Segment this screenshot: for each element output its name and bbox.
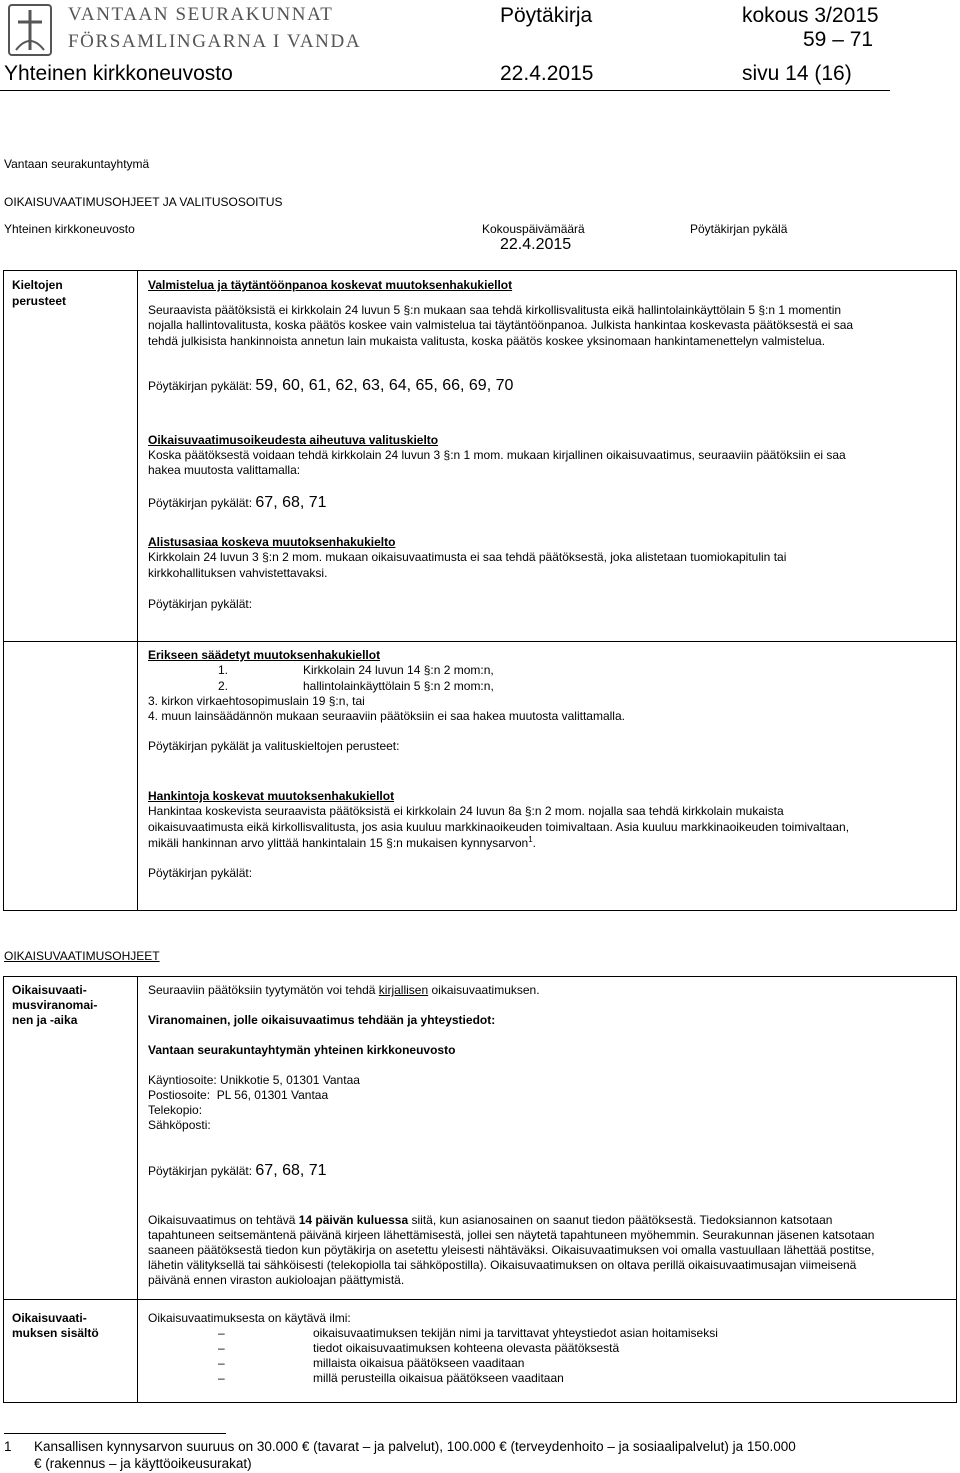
heading-valmistelu: Valmistelua ja täytäntöönpanoa koskevat muutoksenhakukiellot — [148, 278, 513, 292]
label-line: musviranomai- — [12, 998, 98, 1012]
body-line: mikäli hankinnan arvo ylittää hankintalain 15 §:n mukaisen kynnysarvon$^1$. — [148, 835, 537, 850]
list-item: oikaisuvaatimuksen tekijän nimi ja tarvittavat yhteystiedot asian hoitamiseksi — [313, 1326, 718, 1340]
dash-icon: – — [218, 1356, 225, 1370]
ohjeet-title: OIKAISUVAATIMUSOHJEET — [4, 949, 160, 963]
intro-org: Vantaan seurakuntayhtymä — [4, 157, 150, 171]
email-label: Sähköposti: — [148, 1118, 211, 1132]
intro-col-section: Pöytäkirjan pykälä — [690, 222, 788, 236]
pyk-values: 67, 68, 71 — [255, 1162, 327, 1179]
list-item: millaista oikaisua päätökseen vaaditaan — [313, 1356, 525, 1370]
address-post: Postiosoite: PL 56, 01301 Vantaa — [148, 1088, 329, 1102]
list-item-text: Kirkkolain 24 luvun 14 §:n 2 mom:n, — [303, 663, 494, 677]
label-line: Oikaisuvaati- — [12, 1311, 87, 1325]
body-line: saaneen päätöksestä tiedon kun pöytäkirja on asetettu yleisesti nähtäväksi. Oikaisuvaatimuksen voi omalla vastuullaan lähettää postitse, — [148, 1243, 875, 1257]
org-name-sv: FÖRSAMLINGARNA I VANDA — [68, 31, 362, 52]
meeting-date: 22.4.2015 — [500, 62, 594, 85]
intro-col-date: Kokouspäivämäärä — [482, 222, 585, 236]
label-line: Oikaisuvaati- — [12, 983, 87, 997]
org-name-fi: VANTAAN SEURAKUNNAT — [68, 4, 334, 25]
body-line: nojalla hallintovalitusta, koska päätös koskee vain valmistelua tai täytäntöönpanoa. Julkista hankintaa koskevasta päätöksestä ei saa — [148, 318, 854, 332]
header-divider — [0, 90, 890, 91]
list-item: millä perusteilla oikaisua päätökseen vaaditaan — [313, 1371, 564, 1385]
body-line: Kirkkolain 24 luvun 3 §:n 2 mom. mukaan oikaisuvaatimusta ei saa tehdä päätöksestä, joka alistetaan tuomiokapitulin tai — [148, 550, 787, 564]
church-logo-icon — [8, 4, 52, 56]
pyk-label: Pöytäkirjan pykälät: — [148, 597, 253, 611]
list-item: 4. muun lainsäädännön mukaan seuraaviin päätöksiin ei saa hakea muutosta valittamalla. — [148, 709, 625, 723]
footnote-text: Kansallisen kynnysarvon suuruus on 30.000 € (tavarat – ja palvelut), 100.000 € (terveydenhoito – ja sosiaalipalvelut) ja 150.000 — [34, 1439, 796, 1454]
content-intro: Oikaisuvaatimuksesta on käytävä ilmi: — [148, 1311, 351, 1325]
footnote-number: 1 — [4, 1439, 12, 1454]
body-line: päivänä ennen viraston aukioloajan päättymistä. — [148, 1273, 405, 1287]
footnote-divider — [4, 1433, 226, 1434]
pyk-row-3 — [148, 1162, 327, 1180]
pyk-values: 67, 68, 71 — [255, 494, 327, 511]
section-range: 59 – 71 — [803, 28, 874, 51]
list-item-text: hallintolainkäyttölain 5 §:n 2 mom:n, — [303, 679, 494, 693]
body-line: Hankintaa koskevista seuraavista päätöksistä ei kirkkolain 24 luvun 8a §:n 2 mom. nojalla saa tehdä kirkkolain mukaista — [148, 804, 784, 818]
dash-icon: – — [218, 1371, 225, 1385]
heading-hankinnat: Hankintoja koskevat muutoksenhakukiellot — [148, 789, 395, 803]
label-kieltojen: Kieltojen — [12, 278, 63, 292]
pyk-row-2 — [148, 494, 327, 512]
list-item: 3. kirkon virkaehtosopimuslain 19 §:n, tai — [148, 694, 365, 708]
heading-alistusasia: Alistusasiaa koskeva muutoksenhakukielto — [148, 535, 396, 549]
list-item: tiedot oikaisuvaatimuksen kohteena olevasta päätöksestä — [313, 1341, 620, 1355]
pyk-label: Pöytäkirjan pykälät ja valituskieltojen perusteet: — [148, 739, 400, 753]
label-line: nen ja -aika — [12, 1013, 78, 1027]
pyk-label: Pöytäkirjan pykälät: — [148, 496, 253, 510]
page-number: sivu 14 (16) — [742, 62, 852, 85]
footnote-text: € (rakennus – ja käyttöoikeusurakat) — [34, 1456, 252, 1471]
aika-line: Oikaisuvaatimus on tehtävä 14 päivän kuluessa siitä, kun asianosainen on saanut tiedon päätöksestä. Tiedoksiannon katsotaan — [148, 1213, 833, 1227]
body-line: Koska päätöksestä voidaan tehdä kirkkolain 24 luvun 3 §:n 1 mom. mukaan kirjallinen oikaisuvaatimus, seuraaviin päätöksiin ei saa — [148, 448, 846, 462]
heading-erikseen: Erikseen säädetyt muutoksenhakukiellot — [148, 648, 381, 662]
doc-type: Pöytäkirja — [500, 4, 593, 27]
pyk-label: Pöytäkirjan pykälät: — [148, 1164, 253, 1178]
ohjeet-line1: Seuraaviin päätöksiin tyytymätön voi tehdä kirjallisen oikaisuvaatimuksen. — [148, 983, 540, 997]
pyk-label: Pöytäkirjan pykälät: — [148, 866, 253, 880]
body-line: tapahtuneen seitsemäntenä päivänä kirjeen lähettämisestä, jollei sen näytetä tapahtuneen myöhemmin. Seurakunnan jäsenen katsotaan — [148, 1228, 875, 1242]
body-line: lähetin välityksellä tai sähköisesti (telekopiolla tai sähköpostilla). Oikaisuvaatimuksen on oltava perillä oikaisuvaatimusajan viimeisenä — [148, 1258, 857, 1272]
body-line: oikaisuvaatimusta eikä kirkollisvalitusta, jos asia kuuluu markkinaoikeuden toimivaltaan. Asia kuuluu markkinaoikeuden toimivaltaan, — [148, 820, 850, 834]
body-line: tehdä julkisista hankinnoista annetun lain mukaista valitusta, koska päätös koskee yksinomaan hankintamenettelyn valmistelua. — [148, 334, 826, 348]
body-line: Seuraavista päätöksistä ei kirkkolain 24 luvun 5 §:n mukaan saa tehdä kirkollisvalitusta eikä hallintolainkäyttölain 5 §:n 1 momentin — [148, 303, 842, 317]
pyk-row-1 — [148, 377, 513, 395]
intro-date: 22.4.2015 — [500, 236, 572, 253]
label-perusteet: perusteet — [12, 294, 67, 308]
intro-title: OIKAISUVAATIMUSOHJEET JA VALITUSOSOITUS — [4, 195, 283, 209]
label-line: muksen sisältö — [12, 1326, 99, 1340]
address-visit: Käyntiosoite: Unikkotie 5, 01301 Vantaa — [148, 1073, 360, 1087]
dash-icon: – — [218, 1326, 225, 1340]
viranomainen-label: Viranomainen, jolle oikaisuvaatimus tehdään ja yhteystiedot: — [148, 1013, 496, 1027]
body-line: hakea muutosta valittamalla: — [148, 463, 301, 477]
intro-col-board: Yhteinen kirkkoneuvosto — [4, 222, 135, 236]
list-item: 1. — [218, 663, 229, 677]
fax-label: Telekopio: — [148, 1103, 203, 1117]
dash-icon: – — [218, 1341, 225, 1355]
list-item: 2. — [218, 679, 229, 693]
body-line: kirkkohallituksen vahvistettavaksi. — [148, 566, 328, 580]
footnote-ref: 1 — [528, 835, 533, 844]
meeting-number: kokous 3/2015 — [742, 4, 879, 27]
heading-oikaisuvaatimusoikeus: Oikaisuvaatimusoikeudesta aiheutuva valituskielto — [148, 433, 439, 447]
board-name: Yhteinen kirkkoneuvosto — [4, 62, 233, 85]
pyk-values: 59, 60, 61, 62, 63, 64, 65, 66, 69, 70 — [255, 377, 514, 394]
authority-name: Vantaan seurakuntayhtymän yhteinen kirkkoneuvosto — [148, 1043, 456, 1057]
pyk-label: Pöytäkirjan pykälät: — [148, 379, 253, 393]
